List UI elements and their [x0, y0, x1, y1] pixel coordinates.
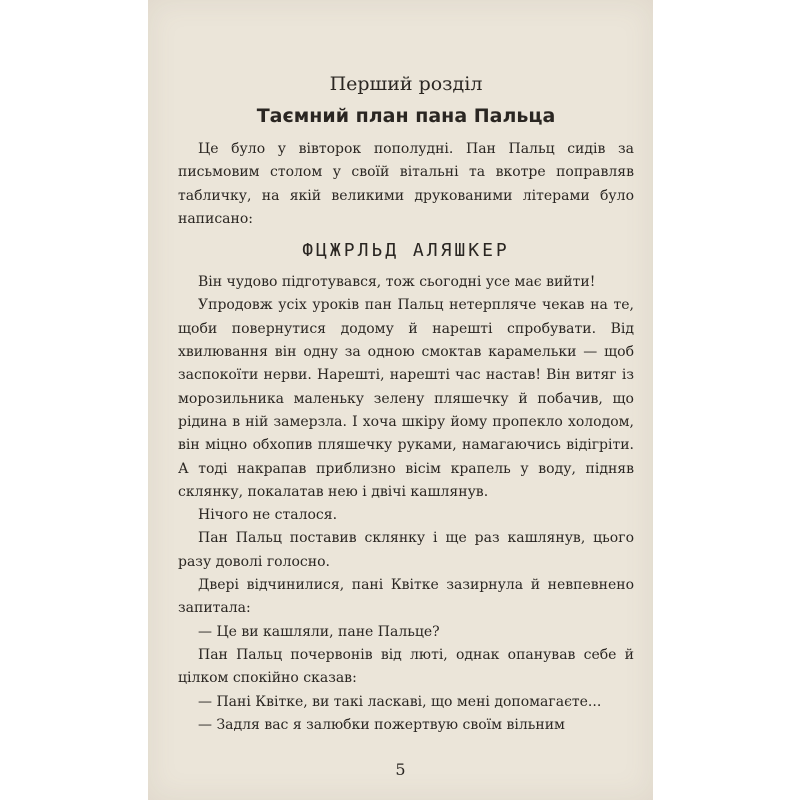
- chapter-title: Таємний план пана Пальца: [256, 105, 556, 127]
- paragraph: Це було у вівторок пополудні. Пан Пальц сидів за письмовим столом у своїй вітальні та вкотре поправляв табличку, на якій великими друкованими літерами було написано:: [178, 141, 634, 227]
- paragraph: Двері відчинилися, пані Квітке зазирнула й невпевнено запитала:: [178, 577, 634, 617]
- paragraph: — Це ви кашляли, пане Пальце?: [198, 623, 440, 640]
- paragraph: — Задля вас я залюбки пожертвую своїм вільним: [198, 716, 565, 733]
- book-page: [148, 0, 653, 800]
- paragraph: Пан Пальц поставив склянку і ще раз кашлянув, цього разу доволі голосно.: [178, 530, 634, 570]
- paragraph: Упродовж усіх уроків пан Пальц нетерпляче чекав на те, щоби повернутися додому й нарешті спробувати. Від хвилювання він одну за одною смоктав карамельки — щоб заспокоїти нерви. Нарешті, нарешті час настав! Він витяг із морозильника маленьку зелену пляшечку й побачив, що рідина в ній замерзла. І хоча шкіру йому пропекло холодом, він міцно обхопив пляшечку руками, намагаючись відігріти. А тоді накрапав приблизно вісім крапель у воду, підняв склянку, покалатав нею і двічі кашлянув.: [178, 297, 634, 500]
- paragraph: Нічого не сталося.: [198, 507, 338, 524]
- paragraph: — Пані Квітке, ви такі ласкаві, що мені допомагаєте...: [198, 693, 602, 710]
- page-text: [178, 70, 634, 737]
- paragraph: Він чудово підготувався, тож сьогодні усе має вийти!: [198, 274, 596, 291]
- page-number: 5: [395, 760, 406, 779]
- chapter-label: Перший розділ: [329, 73, 483, 95]
- paragraph: Пан Пальц почервонів від люті, однак опанував себе й цілком спокійно сказав:: [178, 646, 634, 687]
- sign-text: ФЦЖРЛЬД АЛЯШКЕР: [302, 240, 510, 262]
